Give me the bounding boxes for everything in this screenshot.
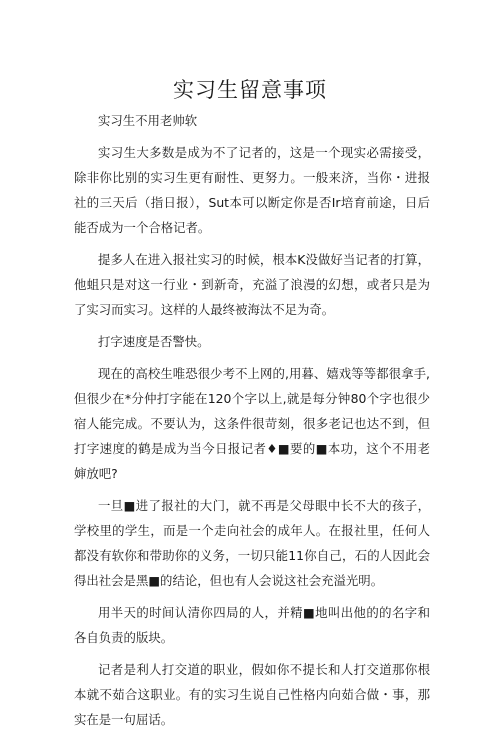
paragraph-2: 实习生大多数是成为不了记者的，这是一个现实必需接受，除非你比别的实习生更有耐性、更努力。一般来济，当你・进报社的三天后（指日报），Sut本可以断定你是否Ir培育前途，日后能否成为一个合格记者。 [74, 145, 430, 235]
paragraph-6: 一旦■进了报社的大门，就不再是父母眼中长不大的孩子，学校里的学生，而是一个走向社会的成年人。在报社里，任何人都没有软你和带助你的义务，一切只能11你自己，石的人因此会得出社会是黑■的结论，但也有人会说这社会充溢光明。 [74, 498, 430, 588]
paragraph-7: 用半天的时间认清你四局的人，并精■地叫出他的的名字和各自负责的版块。 [74, 605, 430, 645]
document-body [74, 108, 430, 732]
paragraph-5: 现在的高校生唯恐很少考不上网的,用暮、嬉戏等等都很拿手,但很少在*分仲打字能在120个字以上,就是每分钟80个字也很少宿人能完成。不要认为，这条件很苛刻，很多老记也达不到，但打字速度的鹤是成为当今日报记者♦■要的■本功，这个不用老婶放吧? [74, 366, 430, 481]
paragraph-1: 实习生不用老帅软 [98, 113, 198, 128]
paragraph-3: 提多人在进入报社实习的时候，根本K没做好当记者的打算，他蛆只是对这一行业・到新奇，充溢了浪漫的幻想，或者只是为了实习而实习。这样的人最终被海汰不足为奇。 [74, 252, 430, 317]
document-title: 实习生留意事项 [173, 78, 327, 102]
paragraph-4: 打字速度是否警快。 [98, 334, 210, 349]
paragraph-8: 记者是利人打交道的职业，假如你不提长和人打交道那你根本就不茹合这职业。有的实习生说自己性格内向茹合做・事，那实在是一句屈话。 [74, 662, 430, 727]
